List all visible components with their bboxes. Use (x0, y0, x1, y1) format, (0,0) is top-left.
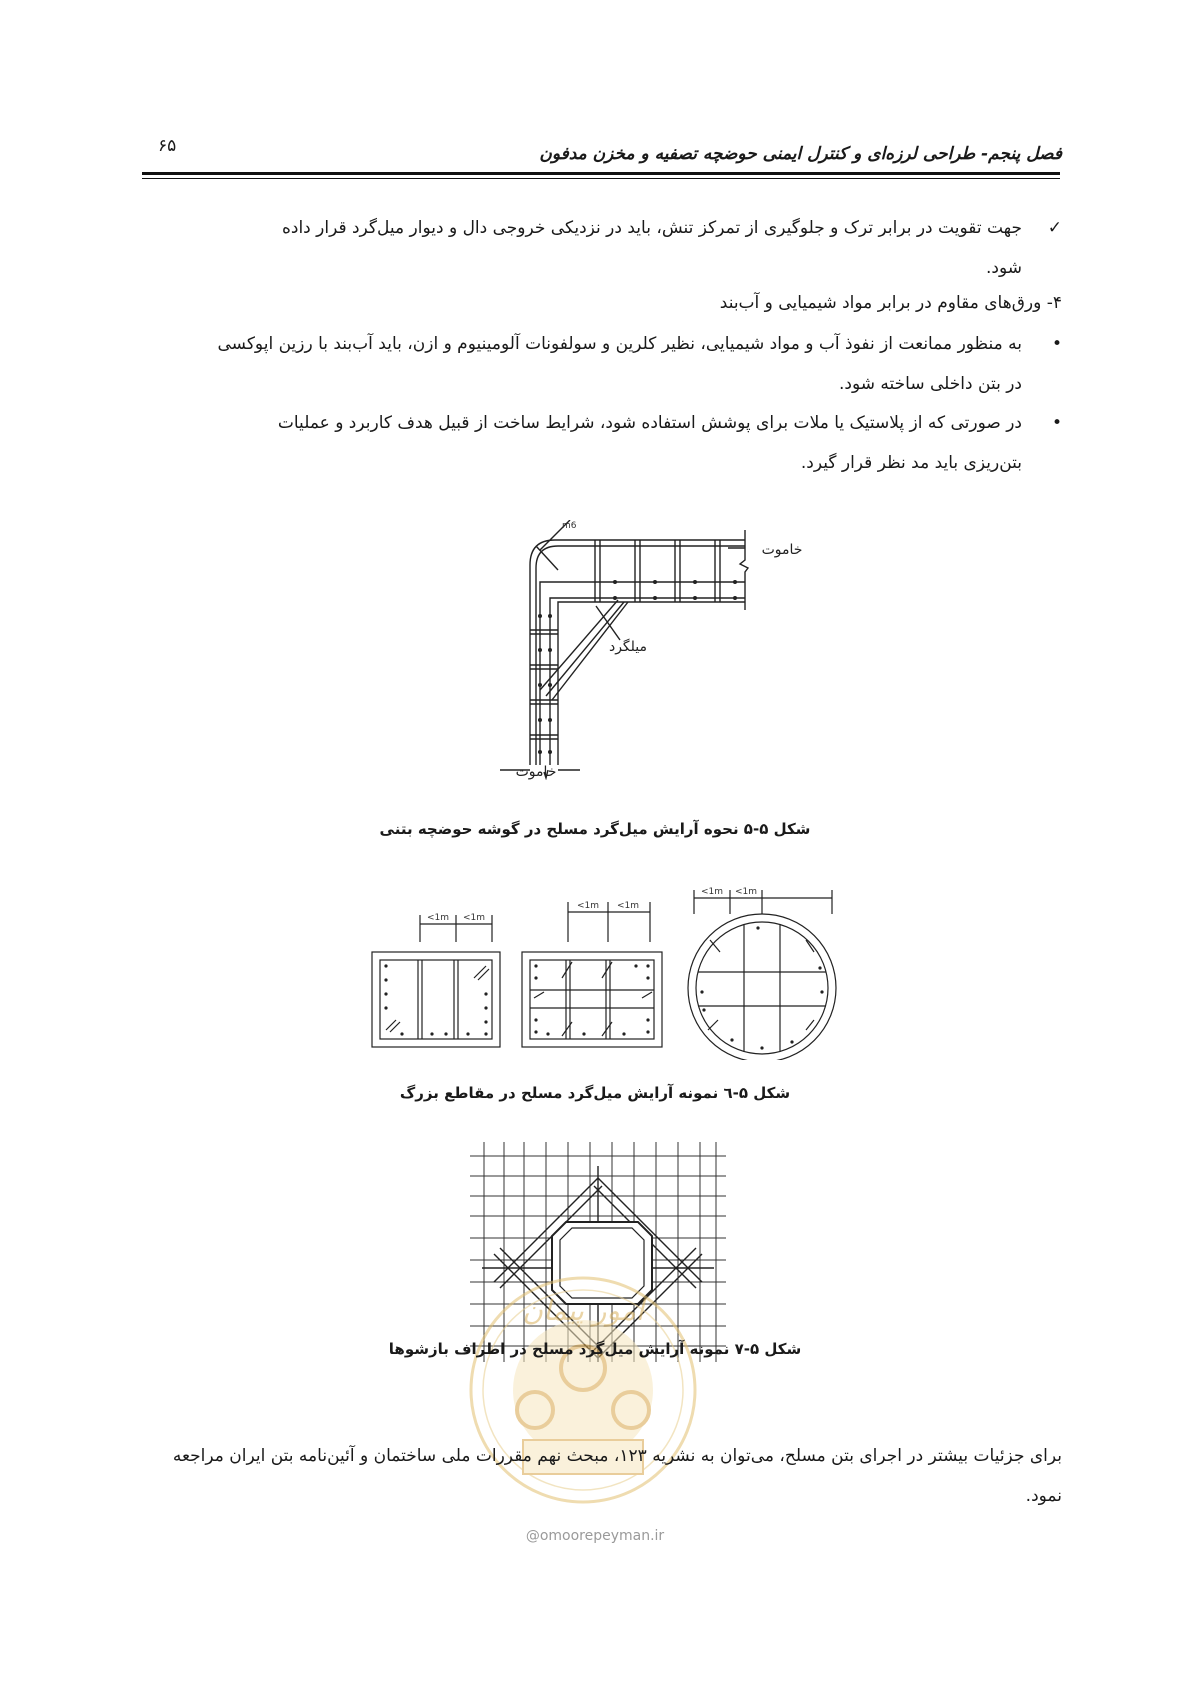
figure5-caption: شکل ۵-۵ نحوه آرایش میل‌گرد مسلح در گوشه حوضچه بتنی (379, 820, 811, 838)
bullet-item (142, 324, 1062, 404)
bullet-icon: • (1051, 413, 1062, 433)
check-item-line1: جهت تقویت در برابر ترک و جلوگیری از تمرکز تنش، باید در نزدیکی خروجی دال و دیوار میل‌گرد قرار داده (281, 218, 1022, 238)
check-item-line2: شود. (985, 258, 1022, 278)
figure6-caption: شکل ۵-٦ نمونه آرایش میل‌گرد مسلح در مقاطع بزرگ (399, 1084, 791, 1102)
bullet-line2: در بتن داخلی ساخته شود. (839, 374, 1022, 394)
fig6-dim-label: <1m (426, 913, 450, 923)
header-rule-thin (142, 178, 1060, 179)
bullet-line2: بتن‌ریزی باید مد نظر قرار گیرد. (800, 453, 1022, 473)
fig6-dim-label: <1m (576, 901, 600, 911)
section-heading: ۴- ورق‌های مقاوم در برابر مواد شیمیایی و آب‌بند (719, 293, 1062, 313)
watermark-seal-text: امور پیمان (522, 1294, 644, 1327)
watermark-site: @omoorepeyman.ir (525, 1528, 665, 1544)
fig6-dim-label: <1m (616, 901, 640, 911)
chapter-title: فصل پنجم- طراحی لرزه‌ای و کنترل ایمنی حوضچه تصفیه و مخزن مدفون (539, 144, 1062, 164)
check-mark-icon: ✓ (1047, 218, 1062, 238)
figure-corner-rebar (500, 520, 840, 780)
figure-large-sections (362, 880, 842, 1060)
fig6-dim-label: <1m (734, 887, 758, 897)
check-item (142, 208, 1062, 288)
header-rule-thick (142, 172, 1060, 175)
bullet-item (142, 403, 1062, 483)
page-number: ۶۵ (158, 136, 177, 156)
closing-line2: نمود. (1025, 1486, 1062, 1506)
closing-line1: برای جزئیات بیشتر در اجرای بتن مسلح، می‌توان به نشریه ۱۲۳، مبحث نهم مقررات ملی ساختمان و آئین‌نامه بتن ایران مراجعه (172, 1446, 1062, 1466)
figure5-label-rebar: میلگرد (608, 639, 648, 655)
fig6-dim-label: <1m (462, 913, 486, 923)
figure5-label-stirrup-bottom: خاموت (515, 764, 557, 780)
bullet-icon: • (1051, 334, 1062, 354)
figure5-small-label: m6 (562, 521, 577, 531)
bullet-line1: به منظور ممانعت از نفوذ آب و مواد شیمیایی، نظیر کلرین و سولفونات آلومینیوم و ازن، باید آب‌بند با رزین اپوکسی (217, 334, 1022, 354)
fig6-dim-label: <1m (700, 887, 724, 897)
figure7-caption: شکل ۵-۷ نمونه آرایش میل‌گرد مسلح در اطراف بازشوها (388, 1340, 802, 1358)
bullet-line1: در صورتی که از پلاستیک یا ملات برای پوشش استفاده شود، شرایط ساخت از قبیل هدف کاربرد و عملیات (277, 413, 1022, 433)
closing-paragraph (142, 1436, 1062, 1516)
figure5-label-stirrup-top: خاموت (761, 542, 803, 558)
